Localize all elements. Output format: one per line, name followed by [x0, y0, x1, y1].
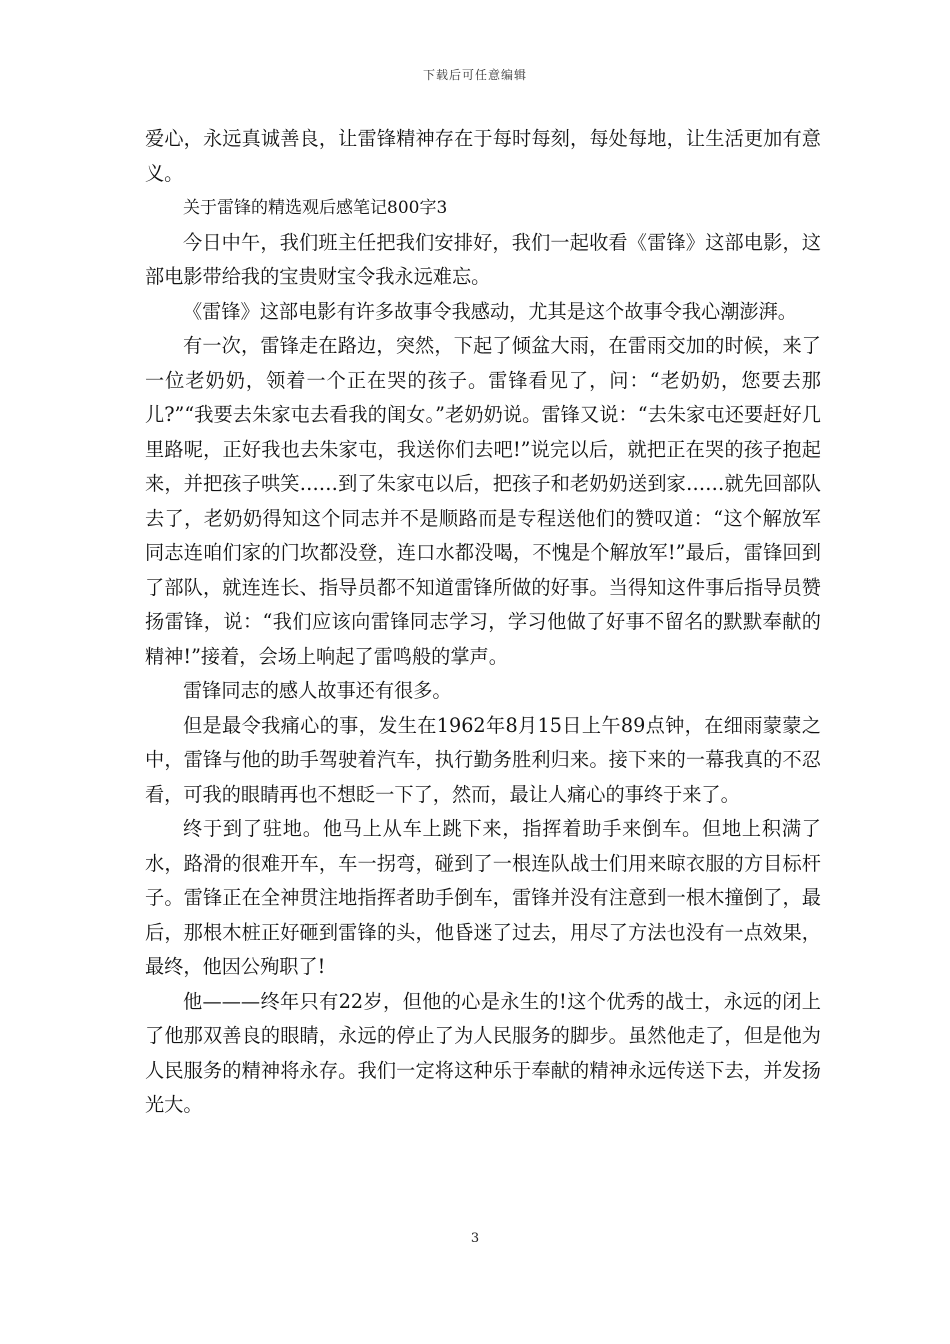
document-body [145, 122, 821, 1123]
paragraph: 有一次，雷锋走在路边，突然，下起了倾盆大雨，在雷雨交加的时候，来了一位老奶奶，领着一个正在哭的孩子。雷锋看见了，问：“老奶奶，您要去那儿?”“我要去朱家屯去看我的闺女。”老奶奶说。雷锋又说：“去朱家屯还要赶好几里路呢，正好我也去朱家屯，我送你们去吧!”说完以后，就把正在哭的孩子抱起来，并把孩子哄笑……到了朱家屯以后，把孩子和老奶奶送到家……就先回部队去了，老奶奶得知这个同志并不是顺路而是专程送他们的赞叹道：“这个解放军同志连咱们家的门坎都没登，连口水都没喝，不愧是个解放军!”最后，雷锋回到了部队，就连连长、指导员都不知道雷锋所做的好事。当得知这件事后指导员赞扬雷锋，说：“我们应该向雷锋同志学习，学习他做了好事不留名的默默奉献的精神!”接着，会场上响起了雷鸣般的掌声。 [145, 334, 821, 668]
paragraph: 终于到了驻地。他马上从车上跳下来，指挥着助手来倒车。但地上积满了水，路滑的很难开车，车一拐弯，碰到了一根连队战士们用来晾衣服的方目标杆子。雷锋正在全神贯注地指挥者助手倒车，雷锋并没有注意到一根木撞倒了，最后，那根木桩正好砸到雷锋的头，他昏迷了过去，用尽了方法也没有一点效果，最终，他因公殉职了! [145, 817, 821, 978]
paragraph: 今日中午，我们班主任把我们安排好，我们一起收看《雷锋》这部电影，这部电影带给我的宝贵财宝令我永远难忘。 [145, 230, 821, 288]
section-heading: 关于雷锋的精选观后感笔记800字3 [183, 198, 448, 218]
paragraph: 他———终年只有22岁，但他的心是永生的!这个优秀的战士，永远的闭上了他那双善良的眼睛，永远的停止了为人民服务的脚步。虽然他走了，但是他为人民服务的精神将永存。我们一定将这种乐于奉献的精神永远传送下去，并发扬光大。 [145, 989, 821, 1116]
paragraph: 《雷锋》这部电影有许多故事令我感动，尤其是这个故事令我心潮澎湃。 [183, 299, 797, 323]
page-header: 下载后可任意编辑 [422, 68, 527, 82]
paragraph-continuation: 爱心，永远真诚善良，让雷锋精神存在于每时每刻，每处每地，让生活更加有意义。 [145, 127, 821, 185]
page-number: 3 [470, 1231, 480, 1246]
paragraph: 但是最令我痛心的事，发生在1962年8月15日上午89点钟，在细雨蒙蒙之中，雷锋与他的助手驾驶着汽车，执行勤务胜利归来。接下来的一幕我真的不忍看，可我的眼睛再也不想眨一下了，然而，最让人痛心的事终于来了。 [145, 713, 821, 806]
paragraph: 雷锋同志的感人故事还有很多。 [183, 679, 452, 702]
